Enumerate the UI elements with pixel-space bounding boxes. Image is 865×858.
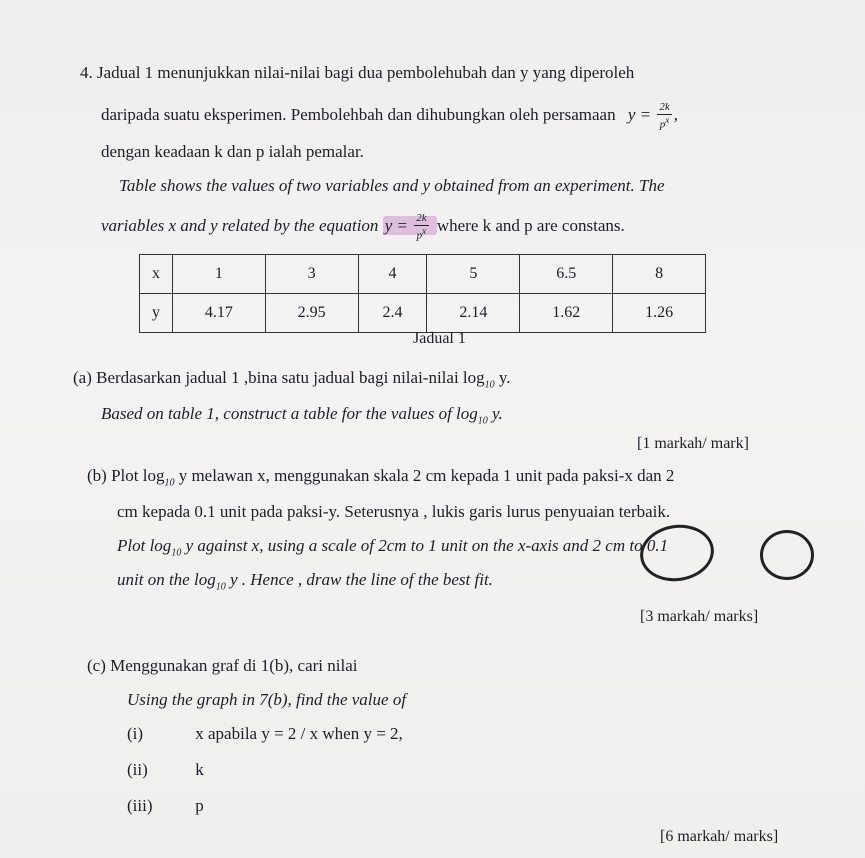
table-cell: 1	[172, 255, 265, 294]
question-intro-english-line1	[119, 176, 665, 196]
part-b-label: (b)	[87, 466, 107, 485]
table-cell: 5	[427, 255, 520, 294]
part-b-malay-2-text: cm kepada 0.1 unit pada paksi-y. Seterusnya , lukis garis lurus penyuaian terbaik.	[117, 502, 671, 521]
part-a-malay-end: y.	[494, 368, 511, 387]
part-a-english-sub: 10	[477, 415, 488, 427]
equation-lhs: y =	[627, 105, 652, 125]
part-c-item-i	[127, 724, 403, 744]
part-c-iii-text: p	[195, 796, 204, 815]
equation-fraction	[657, 102, 671, 131]
table-cell: 8	[613, 255, 706, 294]
part-c-english	[127, 690, 406, 710]
intro-malay-text-2: daripada suatu eksperimen. Pembolehbah dan dihubungkan oleh persamaan	[101, 105, 616, 125]
table-cell: 1.26	[613, 294, 706, 333]
part-c-marks: [6 markah/ marks]	[660, 828, 779, 845]
part-c-i-text: x apabila y = 2 / x when y = 2,	[195, 724, 403, 743]
question-intro-malay-line3	[101, 142, 364, 162]
part-c-ii-text: k	[195, 760, 204, 779]
part-b-english-1-sub: 10	[171, 547, 182, 559]
part-a-malay-text: Berdasarkan jadual 1 ,bina satu jadual bagi nilai-nilai log	[96, 368, 485, 387]
part-a-english-end: y.	[487, 404, 503, 423]
part-b-malay-1b: y melawan x, menggunakan skala 2 cm kepada 1 unit pada paksi-x dan 2	[174, 466, 675, 485]
part-a-malay-sub: 10	[484, 379, 495, 391]
equation-fraction-2	[414, 213, 428, 242]
equation-den-base-2: p	[416, 229, 423, 242]
table-cell: 1.62	[520, 294, 613, 333]
question-intro-malay-line2: daripada suatu eksperimen. Pembolehbah dan dihubungkan oleh persamaan y = $\frac{2k}{p^x}$ ,	[101, 101, 678, 131]
equation-denominator-2	[414, 226, 428, 242]
table-cell: 4.17	[172, 294, 265, 333]
part-b-marks: [3 markah/ marks]	[640, 608, 759, 625]
part-b-english-2a: unit on the log	[117, 570, 216, 589]
table-cell: 2.4	[358, 294, 427, 333]
part-a-marks: [1 markah/ mark]	[637, 435, 749, 452]
table-cell: 3	[265, 255, 358, 294]
part-c-iii-label: (iii)	[127, 796, 153, 815]
part-c-malay-text: Menggunakan graf di 1(b), cari nilai	[110, 656, 358, 675]
handdrawn-circle-mark	[636, 520, 717, 586]
table-cell: 6.5	[520, 255, 613, 294]
table-cell: 2.95	[265, 294, 358, 333]
equation-den-exponent: x	[665, 115, 670, 125]
table-cell: 2.14	[427, 294, 520, 333]
part-b-malay-1-sub: 10	[164, 477, 175, 489]
part-b-english-1b: y against x, using a scale of 2cm to 1 unit on the x-axis and 2 cm to 0.1	[181, 536, 669, 555]
part-c-i-label: (i)	[127, 724, 144, 743]
table-cell: y	[140, 294, 173, 333]
question-intro-english-line2	[101, 213, 625, 242]
table-row-x	[140, 255, 706, 294]
table-caption: Jadual 1	[413, 330, 466, 347]
part-b-english-2-sub: 10	[215, 581, 226, 593]
intro-english-text-2b: where k and p are constans.	[436, 216, 625, 236]
table-row-y	[140, 294, 706, 333]
equation-den-base: p	[659, 118, 666, 131]
part-a-malay	[73, 368, 511, 390]
question-number: 4.	[80, 63, 93, 82]
part-c-item-iii	[127, 796, 204, 816]
part-b-english-1a: Plot log	[117, 536, 172, 555]
part-b-english-1	[117, 536, 668, 558]
part-a-english	[101, 404, 503, 426]
part-b-malay-2	[117, 502, 670, 522]
intro-malay-text-3: dengan keadaan k dan p ialah pemalar.	[101, 142, 364, 161]
part-b-english-2b: y . Hence , draw the line of the best fit.	[225, 570, 493, 589]
equation-lhs-2: y =	[384, 216, 408, 236]
part-c-english-text: Using the graph in 7(b), find the value of	[127, 690, 407, 709]
part-b-malay-1a: Plot log	[111, 466, 165, 485]
equation-numerator: 2k	[659, 101, 670, 113]
equation-denominator	[657, 115, 671, 131]
equation-den-exponent-2: x	[422, 226, 427, 236]
part-a-label: (a)	[73, 368, 92, 387]
part-b-malay-1	[87, 466, 674, 488]
part-c-item-ii	[127, 760, 204, 780]
part-a-english-text: Based on table 1, construct a table for the values of log	[101, 404, 478, 423]
part-c-malay	[87, 656, 357, 676]
part-c-label: (c)	[87, 656, 106, 675]
equation-numerator-2: 2k	[416, 212, 427, 224]
part-b-english-2	[117, 570, 493, 592]
question-intro-malay-line1	[80, 63, 634, 83]
table-cell: 4	[358, 255, 427, 294]
intro-english-text-1: Table shows the values of two variables and y obtained from an experiment. The	[119, 176, 665, 195]
intro-malay-text-1: Jadual 1 menunjukkan nilai-nilai bagi dua pembolehubah dan y yang diperoleh	[97, 63, 635, 82]
highlighted-equation	[383, 212, 437, 242]
data-table	[139, 254, 706, 333]
table-cell: x	[140, 255, 173, 294]
part-c-ii-label: (ii)	[127, 760, 148, 779]
intro-english-text-2a: variables x and y related by the equation	[101, 216, 379, 236]
handdrawn-circle-mark	[760, 530, 814, 580]
